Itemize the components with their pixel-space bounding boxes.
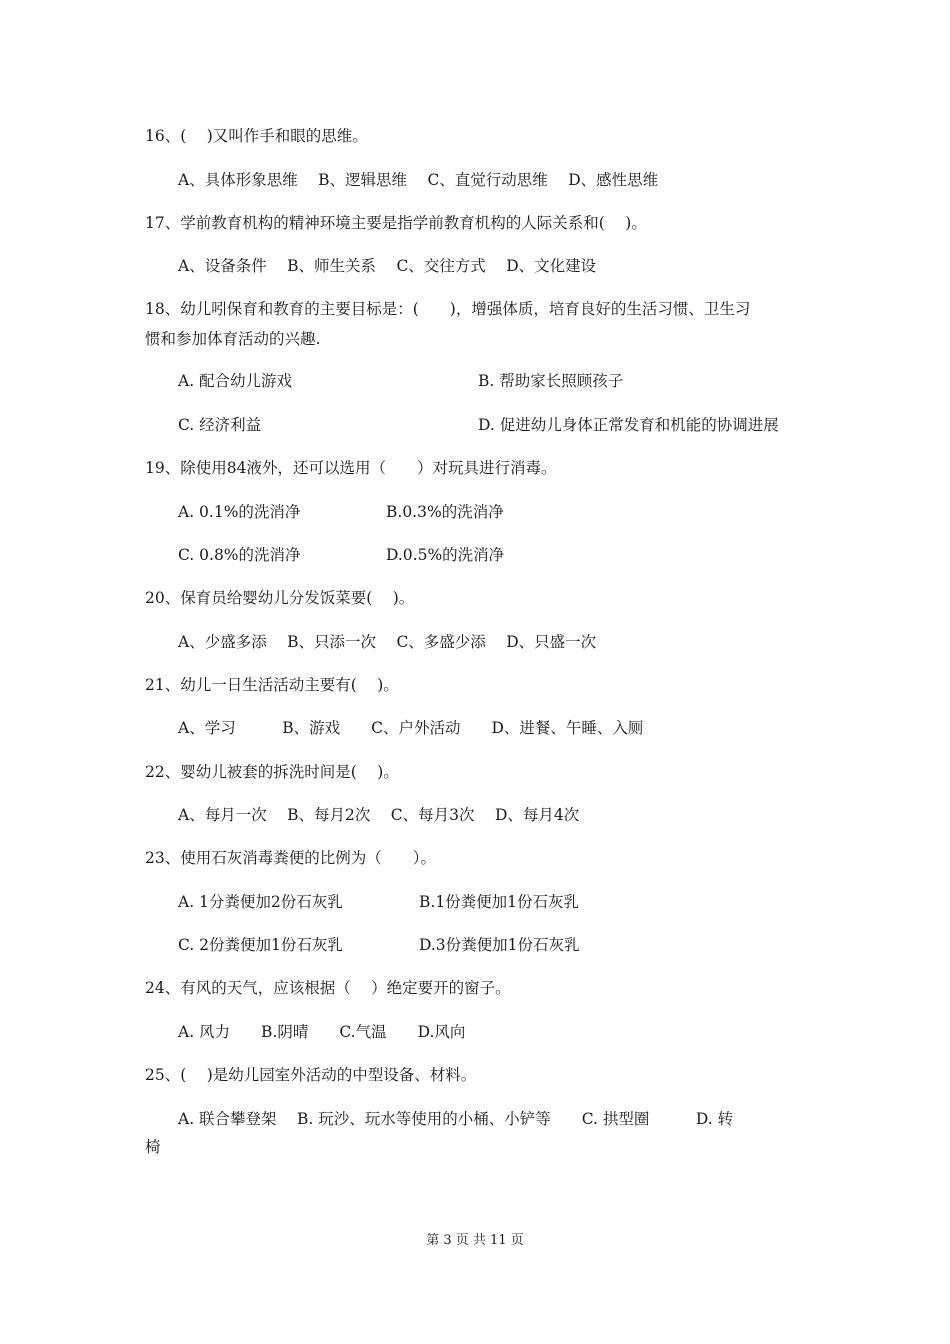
question-23-option-a: A. 1分粪便加2份石灰乳 <box>178 893 343 911</box>
question-21-stem: 21、幼儿一日生活活动主要有( )。 <box>145 676 399 694</box>
question-19-stem: 19、除使用84液外，还可以选用（ ）对玩具进行消毒。 <box>145 459 557 477</box>
question-22-options: A、每月一次 B、每月2次 C、每月3次 D、每月4次 <box>178 806 580 824</box>
question-18-option-d: D. 促进幼儿身体正常发育和机能的协调进展 <box>478 416 779 434</box>
question-23-option-c: C. 2份粪便加1份石灰乳 <box>178 936 343 954</box>
page-number-footer: 第 3 页 共 11 页 <box>426 1233 524 1248</box>
question-23-option-d: D.3份粪便加1份石灰乳 <box>419 936 580 954</box>
question-23-option-b: B.1份粪便加1份石灰乳 <box>419 893 580 911</box>
question-20-options: A、少盛多添 B、只添一次 C、多盛少添 D、只盛一次 <box>178 633 597 651</box>
question-22-stem: 22、婴幼儿被套的拆洗时间是( )。 <box>145 763 399 781</box>
question-16-stem: 16、( )又叫作手和眼的思维。 <box>145 127 368 145</box>
question-19-option-a: A. 0.1%的洗消净 <box>178 503 301 521</box>
question-24-stem: 24、有风的天气，应该根据（ ）绝定要开的窗子。 <box>145 979 511 997</box>
question-18-option-b: B. 帮助家长照顾孩子 <box>478 372 624 390</box>
question-24-options: A. 风力 B.阴晴 C.气温 D.风向 <box>178 1023 466 1041</box>
question-17-options: A、设备条件 B、师生关系 C、交往方式 D、文化建设 <box>178 257 597 275</box>
question-25-stem: 25、( )是幼儿园室外活动的中型设备、材料。 <box>145 1066 477 1084</box>
question-19-option-b: B.0.3%的洗消净 <box>386 503 504 521</box>
question-17-stem: 17、学前教育机构的精神环境主要是指学前教育机构的人际关系和( )。 <box>145 214 647 232</box>
question-19-option-d: D.0.5%的洗消净 <box>386 546 505 564</box>
question-25-options: A. 联合攀登架 B. 玩沙、玩水等使用的小桶、小铲等 C. 拱型圈 D. 转 <box>178 1110 734 1128</box>
question-20-stem: 20、保育员给婴幼儿分发饭菜要( )。 <box>145 589 415 607</box>
question-21-options: A、学习 B、游戏 C、户外活动 D、进餐、午睡、入厕 <box>178 719 644 737</box>
question-18-option-a: A. 配合幼儿游戏 <box>178 372 293 390</box>
question-18-stem-continued: 惯和参加体育活动的兴趣. <box>145 330 321 348</box>
question-25-options-continued: 椅 <box>145 1138 161 1156</box>
question-18-option-c: C. 经济利益 <box>178 416 262 434</box>
question-18-stem: 18、幼儿吲保育和教育的主要目标是：( )，增强体质，培育良好的生活习惯、卫生习 <box>145 300 751 318</box>
question-16-options: A、具体形象思维 B、逻辑思维 C、直觉行动思维 D、感性思维 <box>178 171 659 189</box>
question-23-stem: 23、使用石灰消毒粪便的比例为（ ）。 <box>145 849 436 867</box>
question-19-option-c: C. 0.8%的洗消净 <box>178 546 301 564</box>
